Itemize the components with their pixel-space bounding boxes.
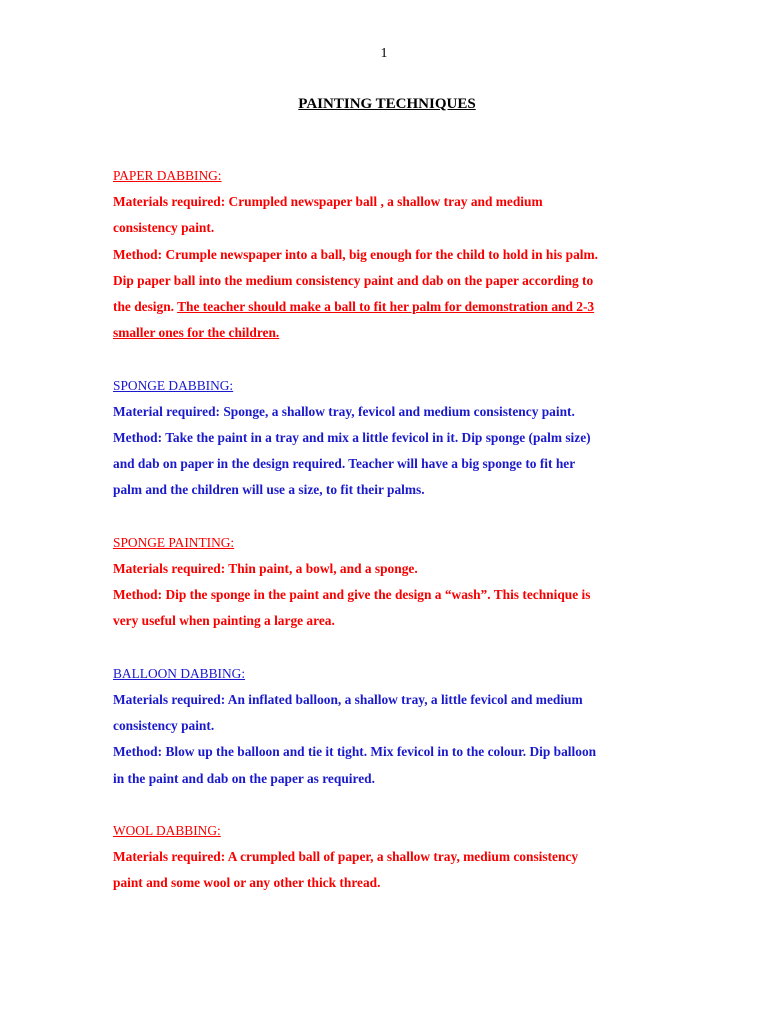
- section-heading: SPONGE DABBING:: [113, 377, 234, 393]
- section-heading: PAPER DABBING:: [113, 168, 222, 183]
- materials-line: consistency paint.: [113, 220, 215, 236]
- method-line: palm and the children will use a size, to fit their palms.: [113, 482, 425, 498]
- method-line: Method: Crumple newspaper into a ball, big enough for the child to hold in his palm.: [113, 246, 598, 262]
- materials-line: consistency paint.: [113, 718, 215, 734]
- section-paper-dabbing: [113, 163, 658, 346]
- method-line: and dab on paper in the design required. Teacher will have a big sponge to fit her: [113, 456, 576, 472]
- section-balloon-dabbing: [113, 661, 658, 792]
- teacher-note: smaller ones for the children.: [113, 325, 280, 341]
- method-line: Dip paper ball into the medium consistency paint and dab on the paper according to: [113, 272, 594, 288]
- section-wool-dabbing: [113, 818, 658, 897]
- method-line: Method: Blow up the balloon and tie it tight. Mix fevicol in to the colour. Dip balloon: [113, 744, 597, 760]
- method-line: Method: Dip the sponge in the paint and give the design a “wash”. This technique is: [113, 587, 591, 603]
- method-line: in the paint and dab on the paper as required.: [113, 770, 375, 786]
- method-line: very useful when painting a large area.: [113, 613, 335, 629]
- section-heading: WOOL DABBING:: [113, 823, 221, 839]
- materials-line: Materials required: Thin paint, a bowl, and a sponge.: [113, 561, 418, 577]
- materials-line: Materials required: An inflated balloon, a shallow tray, a little fevicol and medium: [113, 692, 583, 708]
- section-heading: SPONGE PAINTING:: [113, 534, 235, 550]
- materials-line: Material required: Sponge, a shallow tray, fevicol and medium consistency paint.: [113, 403, 575, 419]
- method-text: the design.: [113, 299, 178, 315]
- section-sponge-painting: [113, 530, 658, 635]
- method-line: [113, 294, 658, 320]
- page-title: PAINTING TECHNIQUES: [298, 96, 476, 112]
- materials-line: Materials required: A crumpled ball of paper, a shallow tray, medium consistency: [113, 849, 579, 865]
- page-number: 1: [380, 46, 388, 61]
- materials-line: Materials required: Crumpled newspaper ball , a shallow tray and medium: [113, 194, 543, 210]
- method-line: Method: Take the paint in a tray and mix a little fevicol in it. Dip sponge (palm size): [113, 430, 591, 446]
- section-sponge-dabbing: [113, 373, 658, 504]
- materials-line: paint and some wool or any other thick thread.: [113, 875, 381, 891]
- section-heading: BALLOON DABBING:: [113, 665, 246, 681]
- document-body: [113, 163, 658, 923]
- teacher-note: The teacher should make a ball to fit her palm for demonstration and 2-3: [177, 299, 595, 315]
